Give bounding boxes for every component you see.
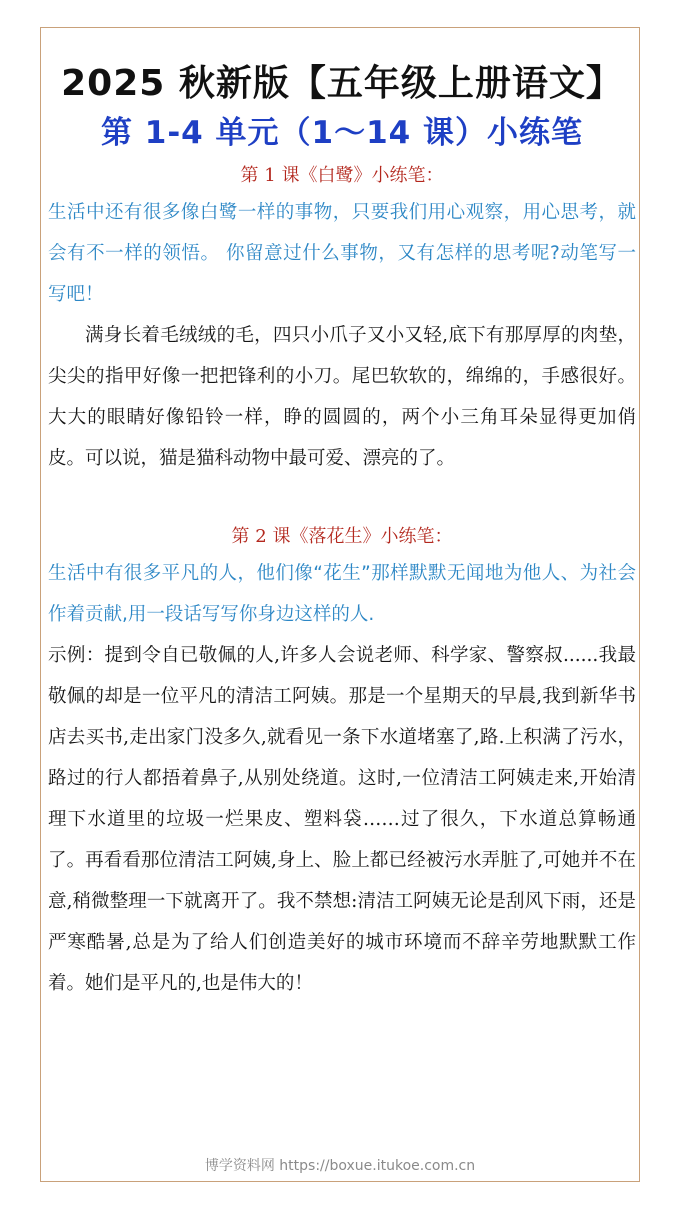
section-spacer <box>48 479 636 517</box>
lesson-2-section <box>48 523 636 1004</box>
lesson-2-heading: 第 2 课《落花生》小练笔： <box>231 526 453 547</box>
footer-watermark: 博学资料网 https://boxue.itukoe.com.cn <box>204 1158 476 1174</box>
document-title: 2025 秋新版【五年级上册语文】 <box>61 63 623 104</box>
lesson-1-heading: 第 1 课《白鹭》小练笔： <box>240 165 444 186</box>
document-subtitle: 第 1-4 单元（1～14 课）小练笔 <box>100 115 584 151</box>
lesson-2-prompt: 生活中有很多平凡的人，他们像“花生”那样默默无闻地为他人、为社会作着贡献,用一段话写写你身边这样的人. <box>48 563 636 625</box>
document-body <box>48 60 636 1004</box>
lesson-2-sample-text: 示例：提到令自已敬佩的人,许多人会说老师、科学家、警察叔......我最敬佩的却是一位平凡的清洁工阿姨。那是一个星期天的早晨,我到新华书店去买书,走出家门没多久,就看见一条下水道堵塞了,路.上积满了污水，路过的行人都捂着鼻子,从别处绕道。这时,一位清洁工阿姨走来,开始清理下水道里的垃圾一烂果皮、塑料袋……过了很久，下水道总算畅通了。再看看那位清洁工阿姨,身上、脸上都已经被污水弄脏了,可她并不在意,稍微整理一下就离开了。我不禁想:清洁工阿姨无论是刮风下雨，还是严寒酷暑,总是为了给人们创造美好的城市环境而不辞辛劳地默默工作着。她们是平凡的,也是伟大的！ <box>48 645 636 994</box>
lesson-1-section <box>48 162 636 479</box>
lesson-1-prompt: 生活中还有很多像白鹭一样的事物，只要我们用心观察，用心思考，就会有不一样的领悟。 你留意过什么事物，又有怎样的思考呢?动笔写一写吧！ <box>48 202 636 305</box>
lesson-1-sample-text: 满身长着毛绒绒的毛，四只小爪子又小又轻,底下有那厚厚的肉垫，尖尖的指甲好像一把把锋利的小刀。尾巴软软的，绵绵的，手感很好。大大的眼睛好像铅铃一样，睁的圆圆的，两个小三角耳朵显得更加俏皮。可以说，猫是猫科动物中最可爱、漂亮的了。 <box>48 325 636 469</box>
